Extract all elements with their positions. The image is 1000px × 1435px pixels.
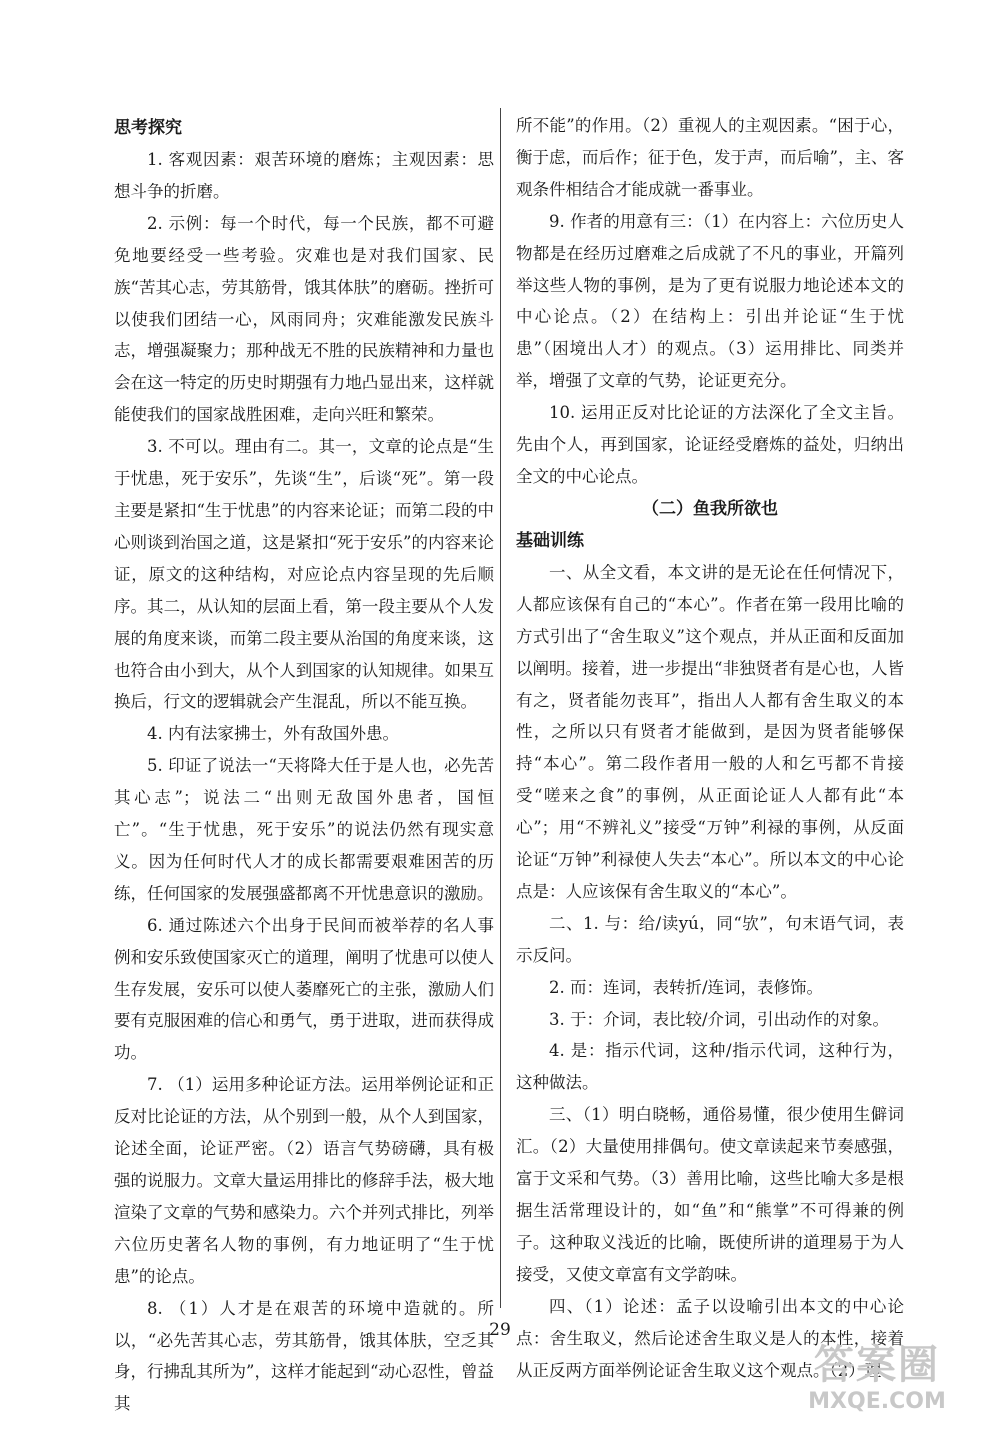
page-number: 29 bbox=[489, 1320, 511, 1340]
watermark-url: MXQE.COM bbox=[808, 1389, 946, 1414]
answer-paragraph: 8. （1）人才是在艰苦的环境中造就的。所以，“必先苦其心志，劳其筋骨，饿其体肤，空乏其身，行拂乱其所为”，这样才能起到“动心忍性，曾益其 bbox=[114, 1298, 494, 1414]
section-title: （二）鱼我所欲也 bbox=[642, 498, 778, 519]
answer-paragraph: 2. 示例：每一个时代，每一个民族，都不可避免地要经受一些考验。灾难也是对我们国家、民族“苦其心志，劳其筋骨，饿其体肤”的磨砺。挫折可以使我们团结一心，风雨同舟；灾难能激发民族斗志，增强凝聚力；那种战无不胜的民族精神和力量也会在这一特定的历史时期强有力地凸显出来，这样就能使我们的国家战胜困难，走向兴旺和繁荣。 bbox=[114, 213, 494, 425]
answer-paragraph: 四、（1）论述：孟子以设喻引出本文的中心论点：舍生取义，然后论述舍生取义是人的本性，接着从正反两方面举例论证舍生取义这个观点。（2）理 bbox=[516, 1296, 904, 1380]
continued-paragraph: 所不能”的作用。（2）重视人的主观因素。“困于心，衡于虑，而后作；征于色，发于声，而后喻”，主、客观条件相结合才能成就一番事业。 bbox=[516, 116, 904, 199]
answer-paragraph: 2. 而：连词，表转折/连词，表修饰。 bbox=[549, 977, 824, 997]
answer-paragraph: 4. 内有法家拂士，外有敌国外患。 bbox=[147, 724, 399, 744]
answer-paragraph: 二、1. 与：给/读yú，同“欤”，句末语气词，表示反问。 bbox=[516, 913, 904, 965]
right-column bbox=[516, 110, 904, 1386]
column-divider bbox=[500, 108, 501, 1308]
answer-paragraph: 5. 印证了说法一“天将降大任于是人也，必先苦其心志”；说法二“出则无敌国外患者，国恒亡”。“生于忧患，死于安乐”的说法仍然有现实意义。因为任何时代人才的成长都需要艰难困苦的历练，任何国家的发展强盛都离不开忧患意识的激励。 bbox=[114, 756, 494, 903]
watermark-logo bbox=[782, 1341, 972, 1423]
answer-paragraph: 三、（1）明白晓畅，通俗易懂，很少使用生僻词汇。（2）大量使用排偶句。使文章读起来节奏感强，富于文采和气势。（3）善用比喻，这些比喻大多是根据生活常理设计的，如“鱼”和“熊掌”不可得兼的例子。这种取义浅近的比喻，既使所讲的道理易于为人接受，又使文章富有文学韵味。 bbox=[516, 1105, 904, 1284]
left-column bbox=[114, 112, 494, 1420]
answer-paragraph: 3. 于：介词，表比较/介词，引出动作的对象。 bbox=[549, 1009, 890, 1029]
subheading-basic-training: 基础训练 bbox=[516, 530, 584, 551]
answer-paragraph: 一、从全文看，本文讲的是无论在任何情况下，人都应该保有自己的“本心”。作者在第一段用比喻的方式引出了“舍生取义”这个观点，并从正面和反面加以阐明。接着，进一步提出“非独贤者有是心也，人皆有之，贤者能勿丧耳”，指出人人都有舍生取义的本性，之所以只有贤者才能做到，是因为贤者能够保持“本心”。第二段作者用一般的人和乞丐都不肯接受“嗟来之食”的事例，从正面论证人人都有此“本心”；用“不辨礼义”接受“万钟”利禄的事例，从反面论证“万钟”利禄使人失去“本心”。所以本文的中心论点是：人应该保有舍生取义的“本心”。 bbox=[516, 562, 904, 901]
answer-paragraph: 7. （1）运用多种论证方法。运用举例论证和正反对比论证的方法，从个别到一般，从个人到国家，论述全面，论证严密。（2）语言气势磅礴，具有极强的说服力。文章大量运用排比的修辞手法，极大地渲染了文章的气势和感染力。六个并列式排比，列举六位历史著名人物的事例，有力地证明了“生于忧患”的论点。 bbox=[114, 1075, 494, 1286]
watermark-title: 答案圈 bbox=[814, 1342, 940, 1388]
answer-paragraph: 4. 是：指示代词，这种/指示代词，这种行为，这种做法。 bbox=[516, 1041, 904, 1093]
answer-paragraph: 6. 通过陈述六个出身于民间而被举荐的名人事例和安乐致使国家灭亡的道理，阐明了忧患可以使人生存发展，安乐可以使人萎靡死亡的主张，激励人们要有克服困难的信心和勇气，勇于进取，进而获得成功。 bbox=[114, 915, 494, 1063]
section-heading-thinking: 思考探究 bbox=[114, 118, 182, 138]
answer-paragraph: 10. 运用正反对比论证的方法深化了全文主旨。先由个人，再到国家，论证经受磨炼的益处，归纳出全文的中心论点。 bbox=[516, 403, 904, 486]
answer-paragraph: 9. 作者的用意有三：（1）在内容上：六位历史人物都是在经历过磨难之后成就了不凡的事业，开篇列举这些人物的事例，是为了更有说服力地论述本文的中心论点。（2）在结构上：引出并论证“生于忧患”（困境出人才）的观点。（3）运用排比、同类并举，增强了文章的气势，论证更充分。 bbox=[516, 211, 904, 391]
answer-paragraph: 3. 不可以。理由有二。其一，文章的论点是“生于忧患，死于安乐”，先谈“生”，后谈“死”。第一段主要是紧扣“生于忧患”的内容来论证；而第二段的中心则谈到治国之道，这是紧扣“死于安乐”的内容来论证，原文的这种结构，对应论点内容呈现的先后顺序。其二，从认知的层面上看，第一段主要从个人发展的角度来谈，而第二段主要从治国的角度来谈，这也符合由小到大，从个人到国家的认知规律。如果互换后，行文的逻辑就会产生混乱，所以不能互换。 bbox=[114, 437, 494, 712]
answer-paragraph: 1. 客观因素：艰苦环境的磨炼；主观因素：思想斗争的折磨。 bbox=[114, 150, 494, 201]
